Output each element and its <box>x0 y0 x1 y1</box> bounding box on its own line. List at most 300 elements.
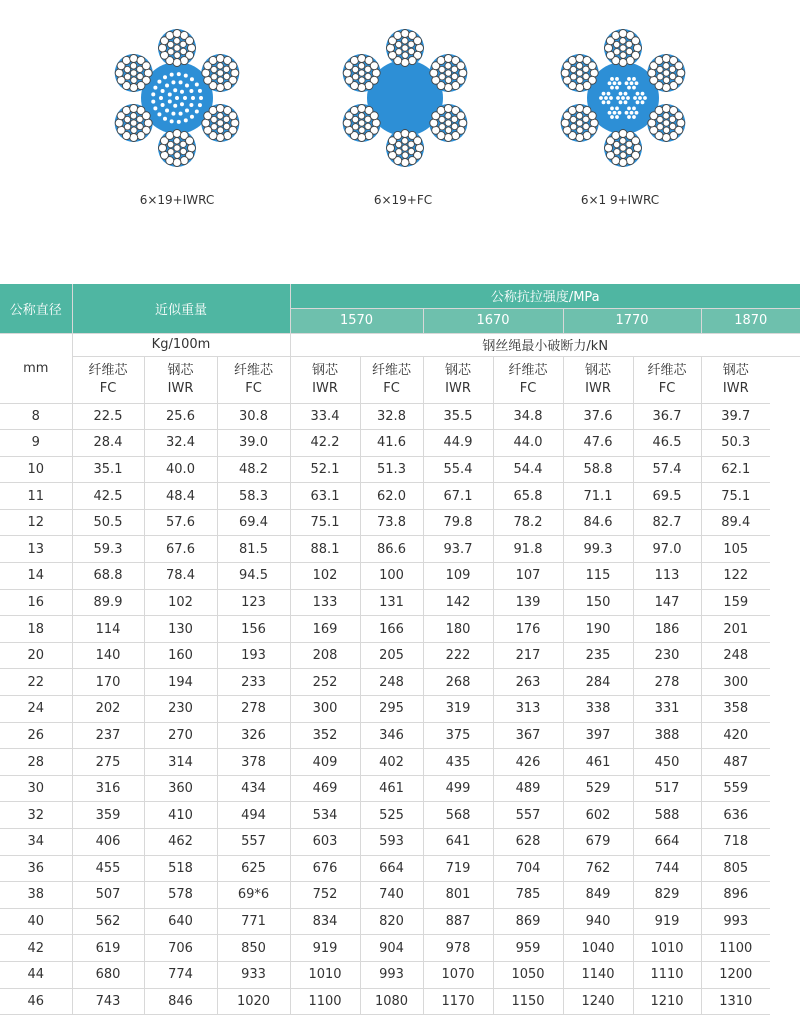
inner-wire <box>669 116 675 122</box>
inner-wire <box>439 66 445 72</box>
outer-wire <box>202 69 210 77</box>
core-wire <box>636 92 640 96</box>
rope-spec-table <box>0 284 800 1015</box>
value-cell: 706 <box>144 935 217 962</box>
value-cell: 47.6 <box>563 430 633 457</box>
core-wire <box>635 81 639 85</box>
value-cell: 67.6 <box>144 536 217 563</box>
value-cell: 81.5 <box>217 536 290 563</box>
unit-weight: Kg/100m <box>72 333 290 356</box>
value-cell: 40.0 <box>144 456 217 483</box>
value-cell: 248 <box>701 642 770 669</box>
table-row <box>0 935 800 962</box>
column-label-en: IWR <box>585 380 611 396</box>
outer-wire <box>437 56 445 64</box>
inner-wire <box>168 149 174 155</box>
core-wire <box>627 115 631 119</box>
outer-wire <box>372 69 380 77</box>
diameter-cell: 8 <box>0 403 72 430</box>
core-wire <box>638 96 642 100</box>
inner-wire <box>451 116 457 122</box>
value-cell: 268 <box>423 669 493 696</box>
inner-wire <box>365 123 371 129</box>
column-labels <box>0 356 800 403</box>
outer-wire <box>358 105 366 113</box>
inner-wire <box>180 41 186 47</box>
caption-6x19-iwrc-alt: 6×1 9+IWRC <box>580 193 660 207</box>
inner-wire <box>137 66 143 72</box>
inner-wire <box>613 141 619 147</box>
outer-wire <box>388 51 396 59</box>
value-cell: 771 <box>217 908 290 935</box>
center-wire <box>445 70 451 76</box>
inner-wire <box>137 116 143 122</box>
core-wire <box>180 90 184 94</box>
value-cell: 93.7 <box>423 536 493 563</box>
inner-wire <box>217 77 223 83</box>
grade-1670: 1670 <box>423 308 563 333</box>
diameter-cell: 46 <box>0 988 72 1015</box>
inner-wire <box>365 73 371 79</box>
value-cell: 235 <box>563 642 633 669</box>
value-cell: 230 <box>144 696 217 723</box>
value-cell: 619 <box>72 935 144 962</box>
inner-wire <box>626 141 632 147</box>
outer-wire <box>662 55 670 63</box>
inner-wire <box>131 77 137 83</box>
core-wire <box>630 111 634 115</box>
value-cell: 62.0 <box>360 483 423 510</box>
outer-wire <box>437 106 445 114</box>
center-wire <box>402 45 408 51</box>
outer-wire <box>588 62 596 70</box>
caption-6x19-iwrc: 6×19+IWRC <box>139 193 215 207</box>
value-cell: 94.5 <box>217 563 290 590</box>
value-cell: 50.3 <box>701 430 770 457</box>
core-wire <box>604 96 608 100</box>
inner-wire <box>352 124 358 130</box>
value-cell: 529 <box>563 775 633 802</box>
inner-wire <box>657 66 663 72</box>
value-cell: 676 <box>290 855 360 882</box>
outer-wire <box>432 126 440 134</box>
core-wire <box>630 81 634 85</box>
column-label-en: IWR <box>312 380 338 396</box>
inner-wire <box>137 123 143 129</box>
column-label-cn: 纤维芯 <box>233 362 273 378</box>
outer-wire <box>605 144 613 152</box>
outer-wire <box>345 126 353 134</box>
value-cell: 752 <box>290 882 360 909</box>
outer-wire <box>662 105 670 113</box>
core-wire <box>632 115 636 119</box>
value-cell: 58.3 <box>217 483 290 510</box>
value-cell: 869 <box>493 908 563 935</box>
value-cell: 123 <box>217 589 290 616</box>
inner-wire <box>359 77 365 83</box>
rope-diagram-6x19-iwrc <box>97 18 257 178</box>
outer-wire <box>619 159 627 167</box>
value-cell: 1010 <box>290 961 360 988</box>
outer-wire <box>632 37 640 45</box>
value-cell: 557 <box>493 802 563 829</box>
outer-wire <box>117 76 125 84</box>
inner-wire <box>365 66 371 72</box>
outer-wire <box>606 51 614 59</box>
core-wire <box>624 92 628 96</box>
core-wire <box>632 106 636 110</box>
table-row <box>0 456 800 483</box>
inner-wire <box>168 49 174 55</box>
value-cell: 44.9 <box>423 430 493 457</box>
inner-wire <box>657 116 663 122</box>
outer-wire <box>159 144 167 152</box>
outer-wire <box>115 119 123 127</box>
outer-wire <box>430 69 438 77</box>
value-cell: 602 <box>563 802 633 829</box>
value-cell: 278 <box>217 696 290 723</box>
outer-wire <box>401 159 409 167</box>
value-cell: 142 <box>423 589 493 616</box>
core-wire <box>619 92 623 96</box>
inner-wire <box>451 123 457 129</box>
outer-wire <box>416 144 424 152</box>
core-wire <box>185 109 189 113</box>
table-row <box>0 855 800 882</box>
core-wire <box>615 115 619 119</box>
outer-wire <box>160 151 168 159</box>
diameter-cell: 40 <box>0 908 72 935</box>
value-cell: 636 <box>701 802 770 829</box>
column-label <box>633 356 701 403</box>
outer-wire <box>650 126 658 134</box>
core-wire <box>610 106 614 110</box>
value-cell: 331 <box>633 696 701 723</box>
outer-wire <box>130 134 138 142</box>
core-wire <box>173 104 177 108</box>
outer-wire <box>634 44 642 52</box>
value-cell: 190 <box>563 616 633 643</box>
core-wire <box>610 77 614 81</box>
value-cell: 75.1 <box>290 509 360 536</box>
outer-wire <box>130 84 138 92</box>
value-cell: 494 <box>217 802 290 829</box>
value-cell: 186 <box>633 616 701 643</box>
outer-wire <box>408 57 416 65</box>
value-cell: 202 <box>72 696 144 723</box>
value-cell: 1040 <box>563 935 633 962</box>
diameter-cell: 32 <box>0 802 72 829</box>
value-cell: 278 <box>633 669 701 696</box>
value-cell: 32.4 <box>144 430 217 457</box>
diameter-cell: 30 <box>0 775 72 802</box>
outer-wire <box>122 56 130 64</box>
value-cell: 820 <box>360 908 423 935</box>
outer-wire <box>209 56 217 64</box>
value-cell: 28.4 <box>72 430 144 457</box>
outer-wire <box>224 82 232 90</box>
outer-wire <box>204 76 212 84</box>
inner-wire <box>626 48 632 54</box>
core-wire <box>168 93 172 97</box>
outer-wire <box>459 119 467 127</box>
value-cell: 744 <box>633 855 701 882</box>
outer-wire <box>650 76 658 84</box>
inner-wire <box>223 66 229 72</box>
table-row <box>0 802 800 829</box>
value-cell: 462 <box>144 829 217 856</box>
value-cell: 35.1 <box>72 456 144 483</box>
core-wire <box>616 96 620 100</box>
value-cell: 55.4 <box>423 456 493 483</box>
inner-wire <box>352 66 358 72</box>
inner-wire <box>570 74 576 80</box>
inner-wire <box>130 113 136 119</box>
outer-wire <box>204 126 212 134</box>
outer-wire <box>576 134 584 142</box>
core-wire <box>175 96 179 100</box>
column-label <box>144 356 217 403</box>
inner-wire <box>211 124 217 130</box>
table-row <box>0 483 800 510</box>
value-cell: 352 <box>290 722 360 749</box>
value-cell: 829 <box>633 882 701 909</box>
inner-wire <box>167 141 173 147</box>
core-wire <box>170 73 174 77</box>
outer-wire <box>452 132 460 140</box>
inner-wire <box>669 73 675 79</box>
table-row <box>0 616 800 643</box>
value-cell: 160 <box>144 642 217 669</box>
column-label-cn: 纤维芯 <box>88 362 128 378</box>
table-row <box>0 403 800 430</box>
inner-wire <box>620 38 626 44</box>
value-cell: 39.7 <box>701 403 770 430</box>
grade-1770: 1770 <box>563 308 701 333</box>
core-wire <box>165 83 169 87</box>
value-cell: 1170 <box>423 988 493 1015</box>
value-cell: 740 <box>360 882 423 909</box>
value-cell: 57.6 <box>144 509 217 536</box>
column-label-en: FC <box>519 380 537 396</box>
outer-wire <box>122 106 130 114</box>
value-cell: 102 <box>144 589 217 616</box>
diameter-cell: 16 <box>0 589 72 616</box>
core-wire <box>159 96 163 100</box>
outer-wire <box>202 119 210 127</box>
core-wire <box>618 81 622 85</box>
value-cell: 568 <box>423 802 493 829</box>
outer-wire <box>365 82 373 90</box>
value-cell: 217 <box>493 642 563 669</box>
inner-wire <box>395 41 401 47</box>
outer-wire <box>142 112 150 120</box>
outer-wire <box>160 51 168 59</box>
value-cell: 89.4 <box>701 509 770 536</box>
column-label-cn: 钢芯 <box>444 362 471 378</box>
inner-wire <box>352 74 358 80</box>
value-cell: 534 <box>290 802 360 829</box>
table-row <box>0 696 800 723</box>
outer-wire <box>117 126 125 134</box>
outer-wire <box>188 144 196 152</box>
inner-wire <box>445 63 451 69</box>
value-cell: 115 <box>563 563 633 590</box>
column-label <box>360 356 423 403</box>
outer-wire <box>173 159 181 167</box>
outer-wire <box>186 137 194 145</box>
outer-wire <box>576 105 584 113</box>
outer-wire <box>588 112 596 120</box>
value-cell: 59.3 <box>72 536 144 563</box>
core-wire <box>599 96 603 100</box>
value-cell: 489 <box>493 775 563 802</box>
outer-wire <box>216 134 224 142</box>
inner-wire <box>451 66 457 72</box>
core-wire <box>151 100 155 104</box>
outer-wire <box>414 137 422 145</box>
core-wire <box>199 96 203 100</box>
value-cell: 230 <box>633 642 701 669</box>
core-wire <box>189 103 193 107</box>
value-cell: 63.1 <box>290 483 360 510</box>
value-cell: 170 <box>72 669 144 696</box>
value-cell: 169 <box>290 616 360 643</box>
value-cell: 461 <box>360 775 423 802</box>
inner-wire <box>396 49 402 55</box>
value-cell: 406 <box>72 829 144 856</box>
core-wire <box>153 106 157 110</box>
inner-wire <box>217 127 223 133</box>
outer-wire <box>655 106 663 114</box>
value-cell: 140 <box>72 642 144 669</box>
core-wire <box>190 115 194 119</box>
grade-1570: 1570 <box>290 308 423 333</box>
core-wire <box>633 96 637 100</box>
outer-wire <box>634 144 642 152</box>
outer-wire <box>561 119 569 127</box>
outer-wire <box>583 82 591 90</box>
value-cell: 39.0 <box>217 430 290 457</box>
outer-wire <box>388 151 396 159</box>
inner-wire <box>583 123 589 129</box>
value-cell: 1080 <box>360 988 423 1015</box>
inner-wire <box>626 148 632 154</box>
inner-wire <box>174 138 180 144</box>
core-wire <box>643 96 647 100</box>
inner-wire <box>614 149 620 155</box>
outer-wire <box>180 157 188 165</box>
outer-wire <box>345 76 353 84</box>
outer-wire <box>626 57 634 65</box>
inner-wire <box>174 152 180 158</box>
diameter-cell: 26 <box>0 722 72 749</box>
inner-wire <box>445 77 451 83</box>
column-label-cn: 钢芯 <box>722 362 749 378</box>
center-wire <box>131 120 137 126</box>
value-cell: 237 <box>72 722 144 749</box>
outer-wire <box>590 119 598 127</box>
value-cell: 801 <box>423 882 493 909</box>
value-cell: 1150 <box>493 988 563 1015</box>
value-cell: 940 <box>563 908 633 935</box>
outer-wire <box>430 119 438 127</box>
inner-wire <box>211 66 217 72</box>
value-cell: 166 <box>360 616 423 643</box>
outer-wire <box>662 84 670 92</box>
outer-wire <box>568 56 576 64</box>
inner-wire <box>576 113 582 119</box>
inner-wire <box>663 113 669 119</box>
outer-wire <box>229 112 237 120</box>
value-cell: 107 <box>493 563 563 590</box>
value-cell: 32.8 <box>360 403 423 430</box>
value-cell: 450 <box>633 749 701 776</box>
value-cell: 588 <box>633 802 701 829</box>
outer-wire <box>648 69 656 77</box>
core-wire <box>602 100 606 104</box>
value-cell: 887 <box>423 908 493 935</box>
column-label-cn: 钢芯 <box>167 362 194 378</box>
table-row <box>0 536 800 563</box>
inner-wire <box>223 73 229 79</box>
table-row <box>0 669 800 696</box>
header-approx-weight: 近似重量 <box>72 284 290 333</box>
value-cell: 704 <box>493 855 563 882</box>
inner-wire <box>217 113 223 119</box>
outer-wire <box>229 62 237 70</box>
outer-wire <box>408 157 416 165</box>
core-wire <box>641 92 645 96</box>
value-cell: 99.3 <box>563 536 633 563</box>
value-cell: 469 <box>290 775 360 802</box>
column-label-en: FC <box>658 380 676 396</box>
outer-wire <box>216 84 224 92</box>
core-wire <box>171 112 175 116</box>
center-wire <box>359 70 365 76</box>
column-label-cn: 钢芯 <box>311 362 338 378</box>
inner-wire <box>358 113 364 119</box>
core-wire <box>618 111 622 115</box>
outer-wire <box>568 106 576 114</box>
value-cell: 420 <box>701 722 770 749</box>
core-wire <box>198 103 202 107</box>
core-wire <box>615 77 619 81</box>
outer-wire <box>180 57 188 65</box>
inner-wire <box>124 124 130 130</box>
core-wire <box>184 118 188 122</box>
rope-diagram-6x19-iwrc-strand <box>543 18 703 178</box>
outer-wire <box>459 69 467 77</box>
value-cell: 69.4 <box>217 509 290 536</box>
core-wire <box>624 100 628 104</box>
value-cell: 919 <box>290 935 360 962</box>
inner-wire <box>358 63 364 69</box>
core-wire <box>151 92 155 96</box>
core-wire <box>613 81 617 85</box>
value-cell: 1100 <box>701 935 770 962</box>
core-wire <box>636 100 640 104</box>
outer-wire <box>563 126 571 134</box>
inner-wire <box>445 113 451 119</box>
value-cell: 69*6 <box>217 882 290 909</box>
value-cell: 156 <box>217 616 290 643</box>
value-cell: 326 <box>217 722 290 749</box>
value-cell: 664 <box>360 855 423 882</box>
core-wire <box>168 99 172 103</box>
inner-wire <box>657 124 663 130</box>
outer-wire <box>224 132 232 140</box>
